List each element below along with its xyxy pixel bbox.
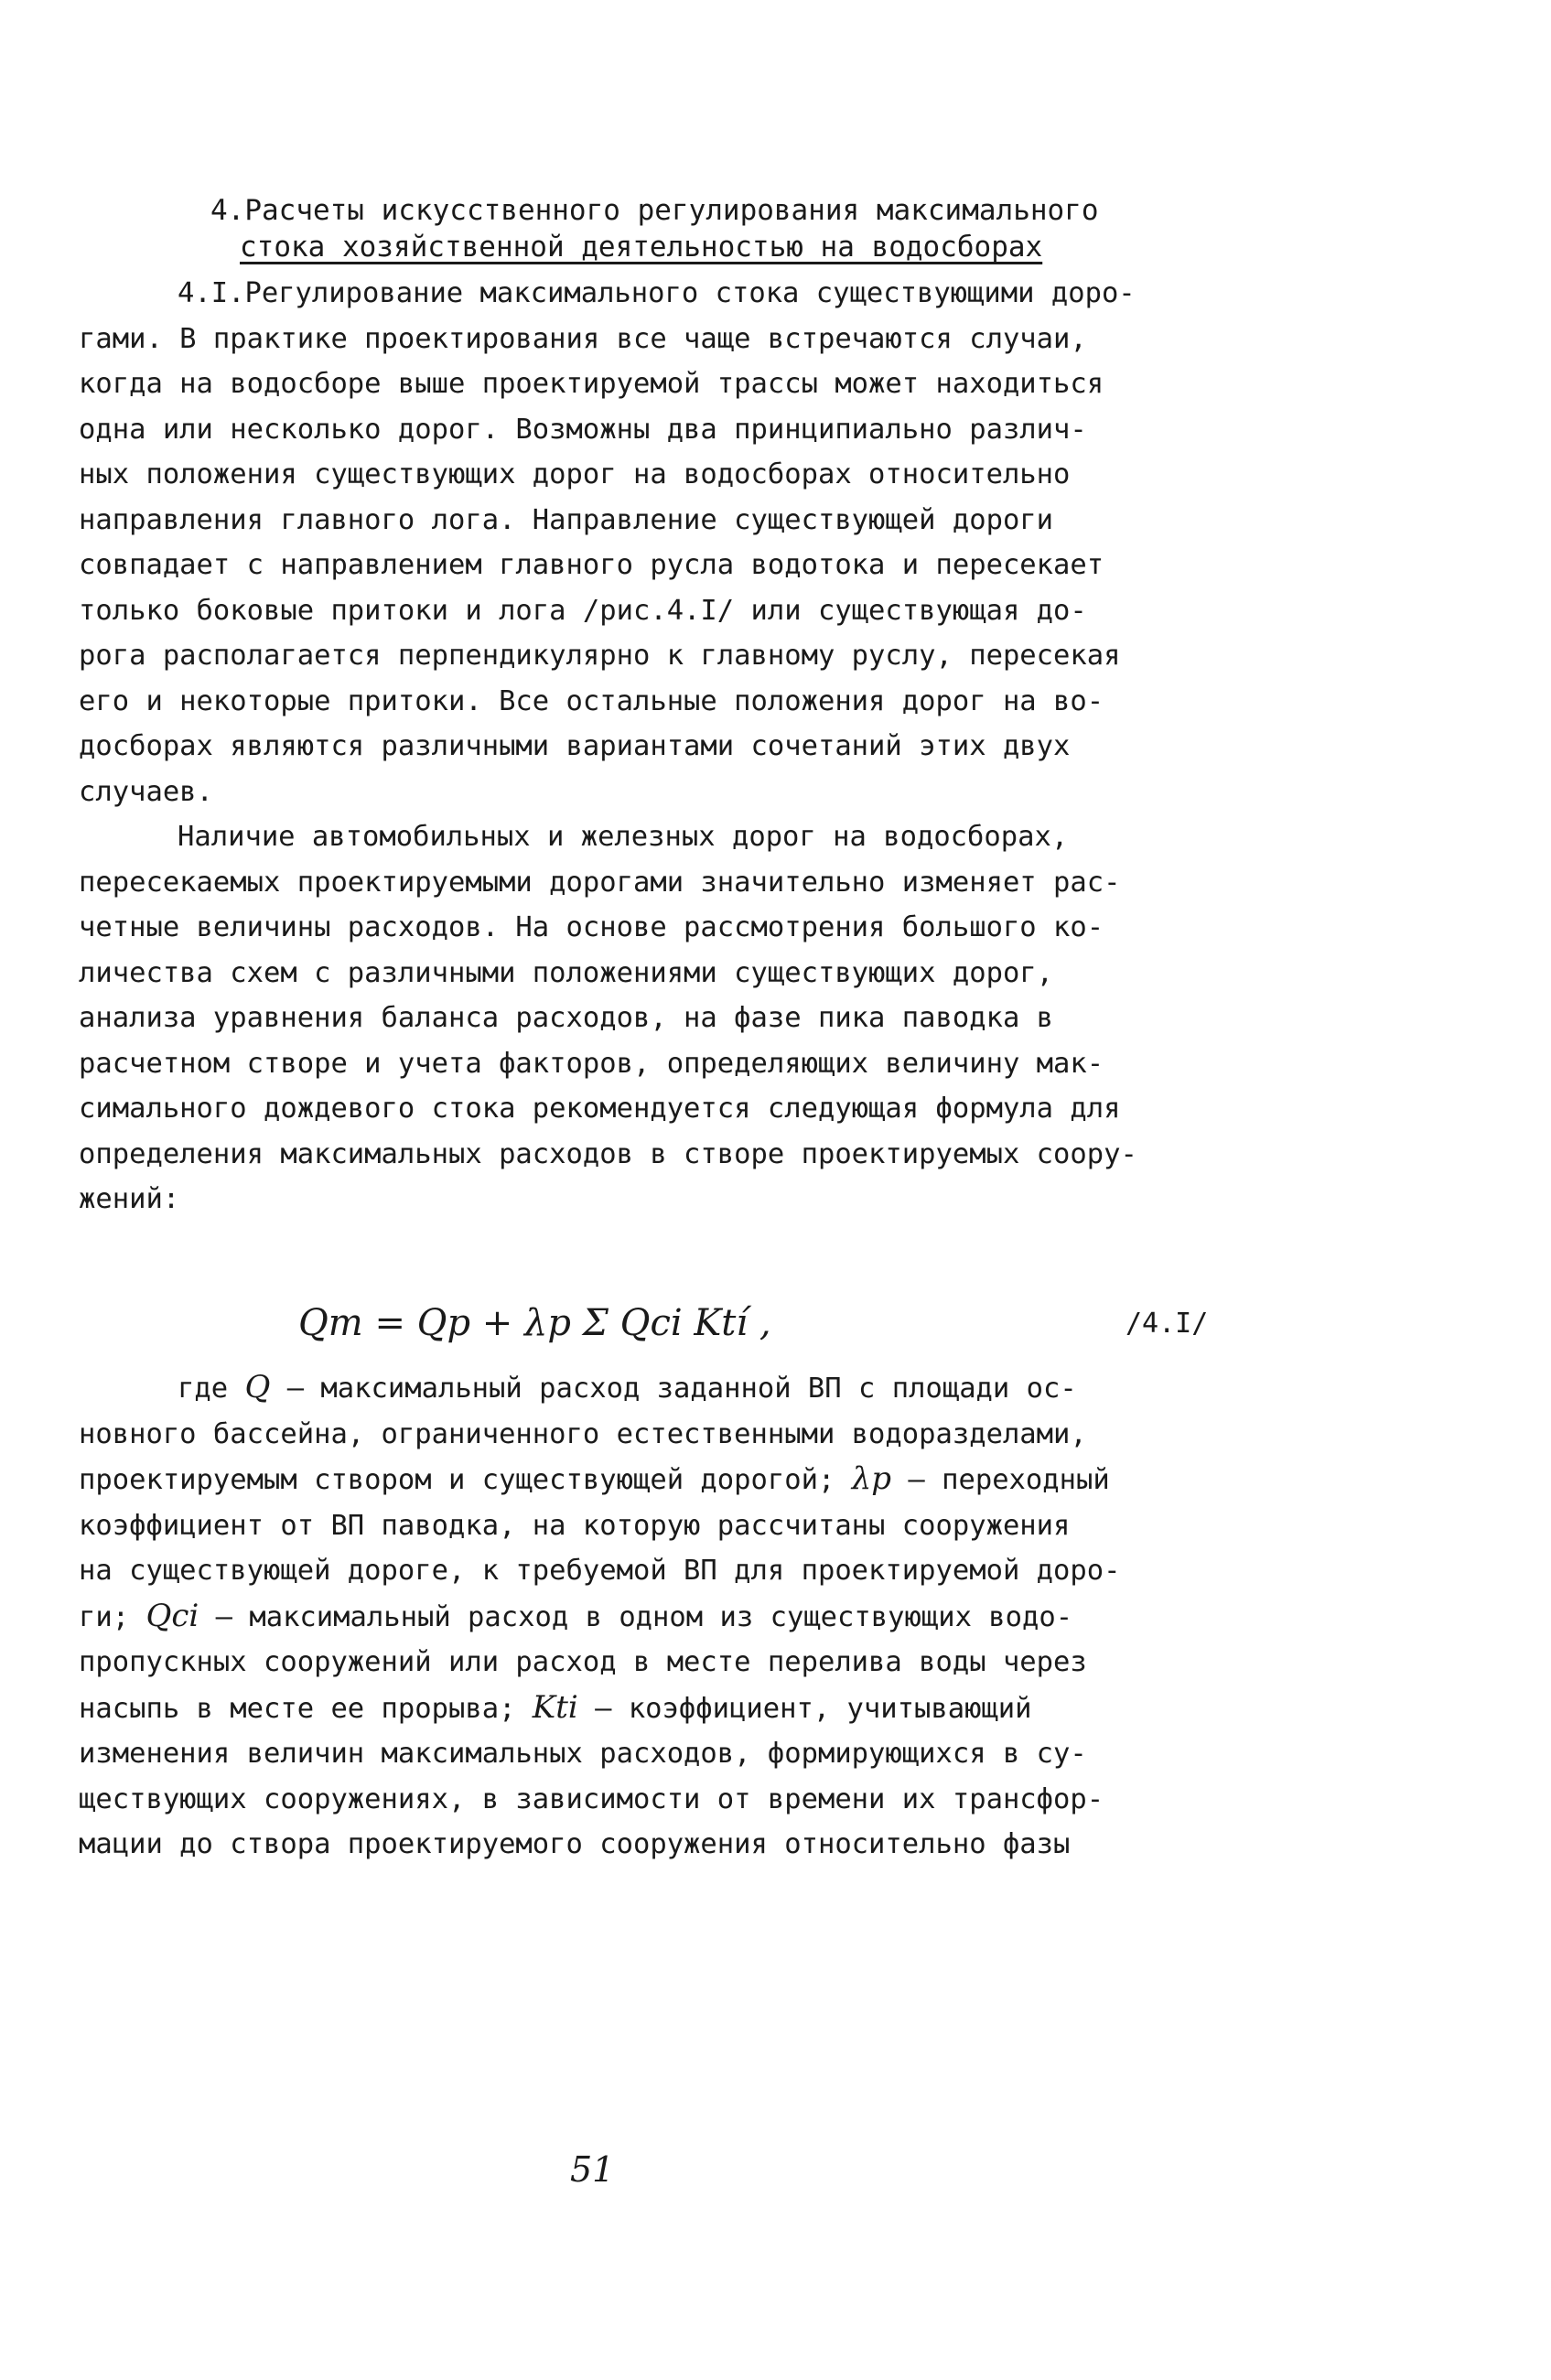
formula-number: /4.I/ [1126,1308,1209,1340]
text-line: рога располагается перпендикулярно к главному руслу, пересекая [79,640,1121,672]
text-line: совпадает с направлением главного русла водотока и пересекает [79,549,1104,581]
formula: Qm = Qp + λp Σ Qci Ktí , [298,1302,771,1344]
text-line: личества схем с различными положениями существующих дорог, [79,956,1054,989]
definition-line: ществующих сооружениях, в зависимости от времени их трансфор- [79,1782,1104,1815]
text-line: досборах являются различными вариантами сочетаний этих двух [79,730,1071,762]
text-line: Наличие автомобильных и железных дорог на водосборах, [178,821,1069,853]
text-line: расчетном створе и учета факторов, определяющих величину мак- [79,1047,1104,1080]
text-line: когда на водосборе выше проектируемой трассы может находиться [79,368,1104,400]
chapter-heading-line-1: 4.Расчеты искусственного регулирования максимального [210,194,1099,227]
text-line: случаев. [79,775,213,808]
definition-line: где Q – максимальный расход заданной ВП с площади ос- [178,1369,1077,1405]
definition-line: коэффициент от ВП паводка, на которую рассчитаны сооружения [79,1509,1071,1542]
formula-symbol: Kti [532,1688,578,1726]
text-line: одна или несколько дорог. Возможны два принципиально различ- [79,413,1087,446]
text-line: гами. В практике проектирования все чаще встречаются случаи, [79,322,1087,355]
text-line: пересекаемых проектируемыми дорогами значительно изменяет рас- [79,866,1121,899]
formula-row [0,1298,1551,1352]
main-text-block [79,271,1268,1222]
text-line: ных положения существующих дорог на водосборах относительно [79,458,1071,490]
text-line: направления главного лога. Направление существующей дороги [79,503,1054,536]
definition-line: изменения величин максимальных расходов, формирующихся в су- [79,1738,1087,1770]
formula-symbol: λp [851,1460,892,1497]
text-line: его и некоторые притоки. Все остальные положения дорог на во- [79,684,1104,717]
text-line: жений: [79,1183,180,1215]
definition-line: насыпь в месте ее прорыва; Kti – коэффициент, учитывающий [79,1688,1032,1726]
definition-line: пропускных сооружений или расход в месте перелива воды через [79,1646,1087,1678]
page-number: 51 [570,2149,615,2190]
formula-symbol: Qci [145,1597,199,1634]
chapter-heading [210,192,1217,265]
definitions-block [79,1365,1268,1868]
section-paragraph-1 [79,271,1268,814]
text-line: четные величины расходов. На основе рассмотрения большого ко- [79,911,1104,943]
text-line: только боковые притоки и лога /рис.4.I/ или существующая до- [79,594,1087,627]
formula-symbol: Q [244,1369,271,1405]
section-title: 4.I.Регулирование максимального стока существующими доро- [178,277,1136,309]
section-paragraph-2 [79,814,1268,1222]
definition-line: новного бассейна, ограниченного естественными водоразделами, [79,1417,1087,1450]
text-line: определения максимальных расходов в створе проектируемых соору- [79,1137,1137,1170]
definition-line: на существующей дороге, к требуемой ВП для проектируемой доро- [79,1555,1121,1587]
text-line: анализа уравнения баланса расходов, на фазе пика паводка в [79,1002,1054,1034]
definition-line: мации до створа проектируемого сооружения относительно фазы [79,1828,1071,1860]
definition-line: проектируемым створом и существующей дорогой; λp – переходный [79,1460,1110,1497]
chapter-heading-line-2: стока хозяйственной деятельностью на водосборах [240,231,1043,264]
text-line: симального дождевого стока рекомендуется следующая формула для [79,1093,1121,1125]
definition-line: ги; Qci – максимальный расход в одном из существующих водо- [79,1597,1073,1634]
